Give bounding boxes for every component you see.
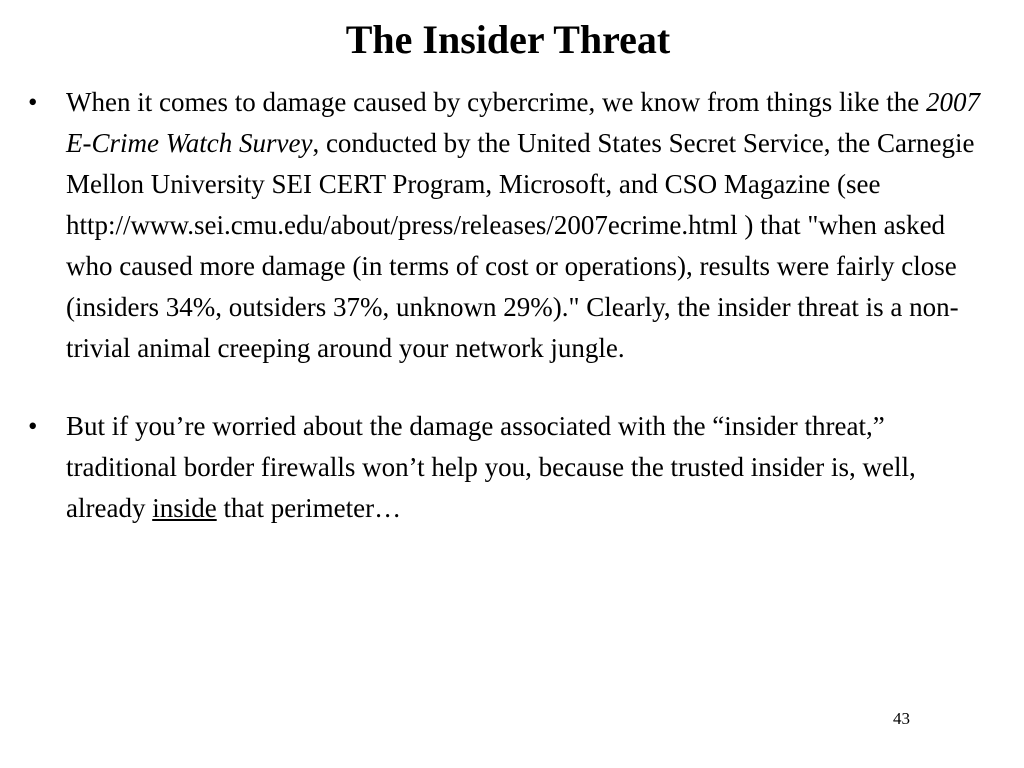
bullet-1-text-end: ) that "when asked who caused more damage (in terms of cost or operations), results were fairly close (insiders 34%, outsiders 37%, unknown 29%)." Clearly, the insider threat is a non-trivial animal creeping around your network jungle. (66, 210, 959, 363)
slide-title: The Insider Threat (345, 17, 671, 62)
survey-title: 2007 E-Crime Watch Survey (66, 87, 980, 158)
bullet-list (28, 82, 998, 529)
bullet-item-cybercrime-damage (28, 82, 998, 369)
page-number: 43 (893, 709, 910, 728)
press-release-url: http://www.sei.cmu.edu/about/press/releases/2007ecrime.html (66, 210, 738, 240)
bullet-marker: • (28, 87, 38, 117)
bullet-1-text-start: When it comes to damage caused by cybercrime, we know from things like the (66, 87, 926, 117)
bullet-1-text-middle: , conducted by the United States Secret Service, the Carnegie Mellon University SEI CERT Program, Microsoft, and CSO Magazine (see (66, 128, 975, 199)
emphasized-word-inside: inside (152, 493, 217, 523)
bullet-item-firewalls (28, 406, 998, 529)
bullet-2-text-start: But if you’re worried about the damage associated with the “insider threat,” traditional border firewalls won’t help you, because the trusted insider is, well, already (66, 411, 916, 523)
bullet-marker: • (28, 411, 38, 441)
bullet-2-text-end: that perimeter… (216, 493, 402, 523)
